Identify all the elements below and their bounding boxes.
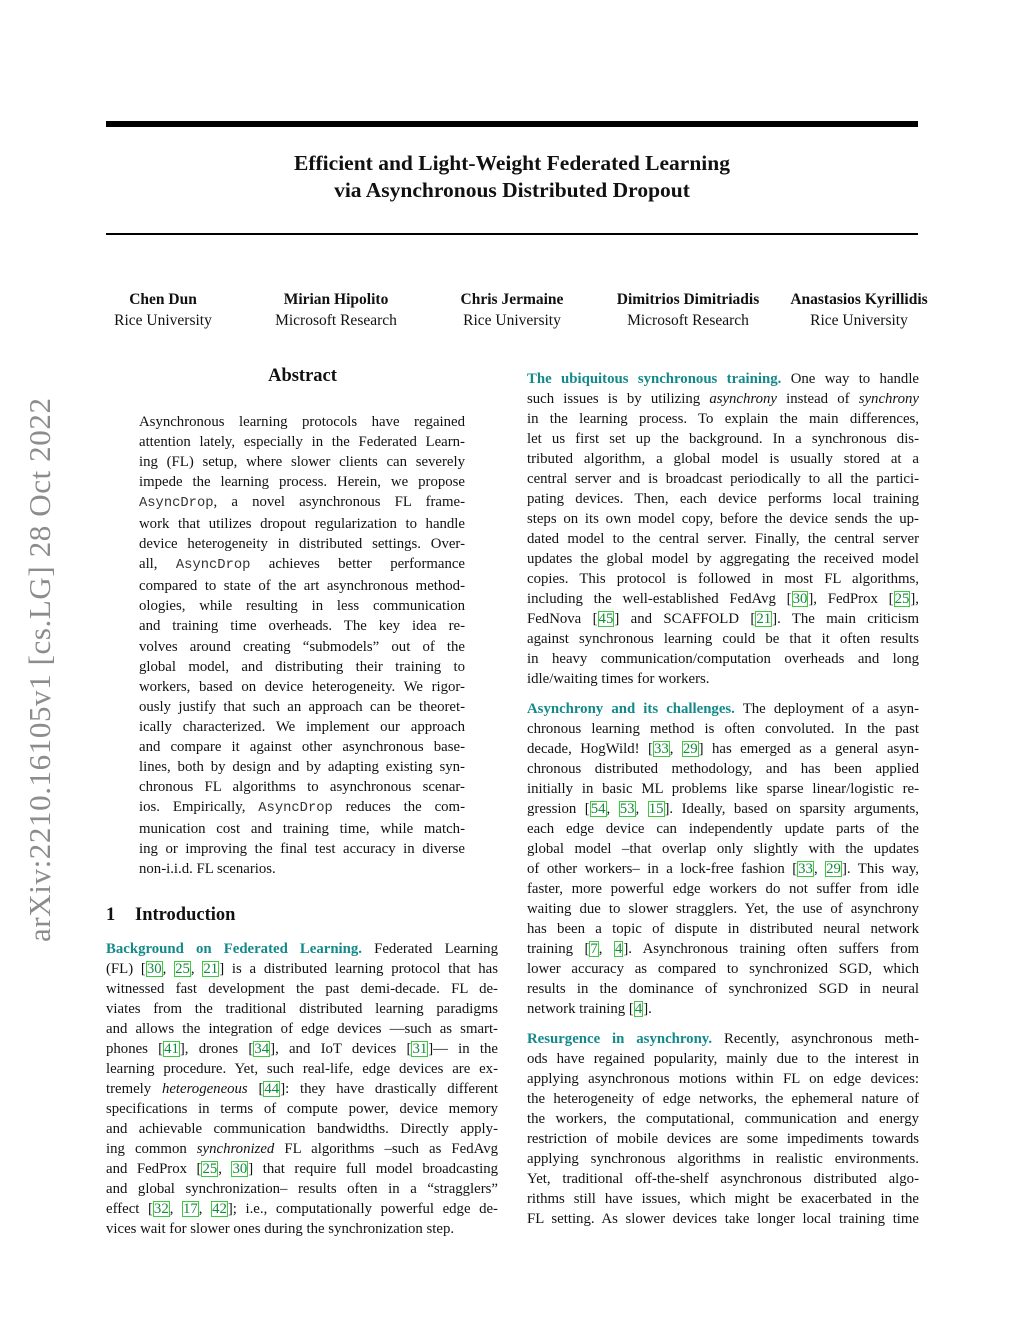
arxiv-identifier: arXiv:2210.16105v1 [cs.LG] 28 Oct 2022 xyxy=(22,397,57,942)
paragraph-line: and FedProx [25, 30] that require full model broadcasting xyxy=(106,1161,498,1177)
paragraph-line: dated model to the central server. Finally, the central server xyxy=(527,531,919,547)
method-name: AsyncDrop xyxy=(175,558,251,574)
citation-link[interactable]: 29 xyxy=(826,861,841,877)
citation-link[interactable]: 30 xyxy=(232,1161,248,1177)
paragraph-line: waiting due to slower stragglers. Yet, the use of asynchrony xyxy=(527,901,919,917)
paragraph-line: central server and is broadcast periodically to all the partici- xyxy=(527,471,919,487)
paragraph-line: including the well-established FedAvg [30], FedProx [25], xyxy=(527,591,919,607)
abstract-line: compared to state of the art asynchronous method- xyxy=(139,578,465,595)
paragraph-line: steps on its own model copy, before the device sends the up- xyxy=(527,511,919,527)
paragraph-line: the heterogeneity of edge networks, the ephemeral nature of xyxy=(527,1091,919,1107)
paragraph-line: copies. This protocol is followed in most FL algorithms, xyxy=(527,571,919,587)
abstract-body xyxy=(139,412,465,879)
author-affiliation: Microsoft Research xyxy=(275,312,397,329)
author-block xyxy=(0,289,1024,333)
paragraph-line: training [7, 4]. Asynchronous training often suffers from xyxy=(527,941,919,957)
title-bottom-rule xyxy=(106,233,918,235)
title-line-1: Efficient and Light-Weight Federated Learning xyxy=(294,151,730,175)
abstract-line: ologies, while resulting in less communication xyxy=(139,598,465,615)
paragraph-line: of other workers– in a lock-free fashion [33, 29]. This way, xyxy=(527,861,919,877)
citation-link[interactable]: 53 xyxy=(619,801,635,817)
author-name: Chen Dun xyxy=(129,291,197,308)
paragraph-line: rithms still have issues, which might be exacerbated in the xyxy=(527,1191,919,1207)
author-5 xyxy=(784,289,934,331)
paragraph-line: specifications in terms of compute power, device memory xyxy=(106,1101,498,1117)
title-top-rule xyxy=(106,121,918,127)
author-affiliation: Microsoft Research xyxy=(627,312,749,329)
abstract-line: volves around creating “submodels” out of the xyxy=(139,638,465,655)
paragraph-line: and achievable communication bandwidths. Directly apply- xyxy=(106,1121,498,1137)
citation-link[interactable]: 31 xyxy=(412,1041,428,1057)
citation-link[interactable]: 7 xyxy=(590,941,598,957)
citation-link[interactable]: 54 xyxy=(590,801,606,817)
paragraph-line: FL setting. As slower devices take longer local training time xyxy=(527,1211,919,1227)
paragraph-line: has been a topic of dispute in distributed neural network xyxy=(527,921,919,937)
paragraph-line: FedNova [45] and SCAFFOLD [21]. The main criticism xyxy=(527,611,919,627)
abstract-line: ing or improving the final test accuracy in diverse xyxy=(139,840,465,857)
paragraph-lead: Resurgence in asynchrony. xyxy=(527,1031,713,1047)
citation-link[interactable]: 25 xyxy=(202,1161,218,1177)
paragraph-line: global model –that overlap only slightly with the updates xyxy=(527,841,919,857)
citation-link[interactable]: 34 xyxy=(254,1041,270,1057)
author-name: Mirian Hipolito xyxy=(283,291,389,308)
abstract-line: ically characterized. We implement our approach xyxy=(139,718,465,735)
citation-link[interactable]: 30 xyxy=(146,961,162,977)
paragraph-line: let us first set up the background. In a synchronous dis- xyxy=(527,431,919,447)
abstract-heading: Abstract xyxy=(268,366,337,386)
abstract-line: and training time overheads. The key idea re- xyxy=(139,618,465,635)
section-title: Introduction xyxy=(135,905,236,925)
paragraph-line: each edge device can independently update parts of the xyxy=(527,821,919,837)
abstract-line: chronous FL algorithms to asynchronous scenar- xyxy=(139,778,465,795)
author-affiliation: Rice University xyxy=(114,312,212,329)
paragraph-line: decade, HogWild! [33, 29] has emerged as a general asyn- xyxy=(527,741,920,757)
paragraph-line: in heavy communication/computation overheads and long xyxy=(527,651,919,667)
abstract-line: impede the learning process. Herein, we propose xyxy=(139,474,465,491)
author-3 xyxy=(442,289,582,331)
paper-title xyxy=(106,150,918,204)
paragraph-line: phones [41], drones [34], and IoT devices [31]— in the xyxy=(106,1041,498,1057)
paragraph-line: network training [4]. xyxy=(527,1001,652,1017)
paragraph-line: restriction of mobile devices are some impediments towards xyxy=(527,1131,919,1147)
paragraph-line: The ubiquitous synchronous training. One way to handle xyxy=(527,371,919,387)
paragraph-line: chronous learning method is often convoluted. In the past xyxy=(527,721,919,737)
paragraph-line: Background on Federated Learning. Federated Learning xyxy=(106,941,498,957)
paragraph-line: ing common synchronized FL algorithms –such as FedAvg xyxy=(106,1141,498,1157)
author-affiliation: Rice University xyxy=(463,312,561,329)
abstract-line: work that utilizes dropout regularization to handle xyxy=(139,516,465,533)
citation-link[interactable]: 42 xyxy=(212,1201,227,1217)
paragraph-line: viates from the traditional distributed learning paradigms xyxy=(106,1001,498,1017)
paragraph-line: effect [32, 17, 42]; i.e., computationally powerful edge de- xyxy=(106,1201,498,1217)
intro-left-column xyxy=(106,939,498,1239)
paragraph-line: tremely heterogeneous [44]: they have drastically different xyxy=(106,1081,498,1097)
paragraph-line: Resurgence in asynchrony. Recently, asynchronous meth- xyxy=(527,1031,919,1047)
citation-link[interactable]: 41 xyxy=(164,1041,179,1057)
citation-link[interactable]: 33 xyxy=(798,861,813,877)
citation-link[interactable]: 4 xyxy=(614,941,623,957)
citation-link[interactable]: 45 xyxy=(598,611,614,627)
citation-link[interactable]: 32 xyxy=(153,1201,169,1217)
author-name: Anastasios Kyrillidis xyxy=(790,291,928,308)
citation-link[interactable]: 25 xyxy=(894,591,910,607)
paragraph-line: idle/waiting times for workers. xyxy=(527,671,710,687)
author-name: Chris Jermaine xyxy=(460,291,564,308)
paragraph-line: and allows the integration of edge devices —such as smart- xyxy=(106,1021,498,1037)
section-heading-introduction xyxy=(106,905,235,926)
paragraph-lead: Asynchrony and its challenges. xyxy=(527,701,735,717)
paragraph-line: results in the dominance of synchronized SGD in neural xyxy=(527,981,919,997)
abstract-line: ously justify that such an approach can be theoret- xyxy=(139,698,465,715)
paragraph-lead: The ubiquitous synchronous training. xyxy=(527,371,782,387)
paragraph-lead: Background on Federated Learning. xyxy=(106,941,362,957)
abstract-line: lines, both by design and by adapting existing syn- xyxy=(139,758,465,775)
abstract-line: Asynchronous learning protocols have regained xyxy=(139,414,465,430)
method-name: AsyncDrop xyxy=(258,800,333,816)
paragraph-line: faster, more powerful edge workers do not suffer from idle xyxy=(527,881,919,897)
paragraph-line: witnessed fast development the past demi-decade. FL de- xyxy=(106,981,498,997)
author-2 xyxy=(256,289,416,331)
paragraph-line: the workers, the computational, communication and energy xyxy=(527,1111,919,1127)
abstract-line: device heterogeneity in distributed settings. Over- xyxy=(139,536,465,553)
paragraph-line: applying synchronous algorithms in realistic environments. xyxy=(527,1151,919,1167)
citation-link[interactable]: 25 xyxy=(175,961,190,977)
paragraph-line: Asynchrony and its challenges. The deployment of a asyn- xyxy=(527,701,919,717)
abstract-line: non-i.i.d. FL scenarios. xyxy=(139,861,276,878)
intro-right-column xyxy=(527,369,919,1229)
paragraph-line: against synchronous learning could be that it often results xyxy=(527,631,919,647)
paragraph-line: learning procedure. Yet, such real-life, edge devices are ex- xyxy=(106,1061,498,1077)
abstract-line: global model, and distributing their training to xyxy=(139,658,465,675)
paragraph-line: in the learning process. To explain the main differences, xyxy=(527,411,919,427)
citation-link[interactable]: 44 xyxy=(264,1081,280,1097)
paragraph-line: tributed algorithm, a global model is usually stored at a xyxy=(527,451,919,467)
title-line-2: via Asynchronous Distributed Dropout xyxy=(334,178,690,202)
section-number: 1 xyxy=(106,905,116,925)
paragraph-line: applying asynchronous motions within FL on edge devices: xyxy=(527,1071,919,1087)
author-4 xyxy=(600,289,776,331)
method-name: AsyncDrop xyxy=(139,496,214,512)
paragraph-line: initially in basic ML problems like sparse linear/logistic re- xyxy=(527,781,919,797)
paragraph-line: pating devices. Then, each device performs local training xyxy=(527,491,919,507)
paragraph-line: Yet, traditional off-the-shelf asynchronous distributed algo- xyxy=(527,1171,919,1187)
author-1 xyxy=(98,289,228,331)
abstract-line: workers, based on device heterogeneity. We rigor- xyxy=(139,678,465,695)
citation-link[interactable]: 33 xyxy=(653,741,669,757)
abstract-line: all, AsyncDrop achieves better performance xyxy=(139,556,465,574)
paragraph-line: (FL) [30, 25, 21] is a distributed learning protocol that has xyxy=(106,961,498,977)
abstract-line: AsyncDrop, a novel asynchronous FL frame- xyxy=(139,494,465,512)
citation-link[interactable]: 4 xyxy=(634,1001,643,1017)
citation-link[interactable]: 21 xyxy=(756,611,772,627)
citation-link[interactable]: 29 xyxy=(682,741,698,757)
author-name: Dimitrios Dimitriadis xyxy=(616,291,760,308)
abstract-line: munication cost and training time, while match- xyxy=(139,820,465,837)
abstract-line: attention lately, especially in the Federated Learn- xyxy=(139,434,465,451)
citation-link[interactable]: 15 xyxy=(648,801,664,817)
paragraph-line: and global synchronization– results often in a “stragglers” xyxy=(106,1181,498,1197)
abstract-line: ios. Empirically, AsyncDrop reduces the com- xyxy=(139,798,465,816)
paragraph-line: chronous distributed methodology, and has been applied xyxy=(527,761,919,777)
citation-link[interactable]: 21 xyxy=(203,961,219,977)
paragraph-line: ods have regained popularity, mainly due to the interest in xyxy=(527,1051,919,1067)
abstract-line: and compare it against other asynchronous base- xyxy=(139,738,465,755)
citation-link[interactable]: 17 xyxy=(183,1201,198,1217)
paragraph-line: such issues is by utilizing asynchrony instead of synchrony xyxy=(527,391,919,407)
paragraph-line: updates the global model by aggregating the received model xyxy=(527,551,919,567)
author-affiliation: Rice University xyxy=(810,312,908,329)
paragraph-line: lower accuracy as compared to synchronized SGD, which xyxy=(527,961,919,977)
paragraph-line: gression [54, 53, 15]. Ideally, based on sparsity arguments, xyxy=(527,801,919,817)
abstract-line: ing (FL) setup, where slower clients can severely xyxy=(139,454,465,471)
paragraph-line: vices wait for slower ones during the synchronization step. xyxy=(106,1221,455,1237)
citation-link[interactable]: 30 xyxy=(792,591,808,607)
